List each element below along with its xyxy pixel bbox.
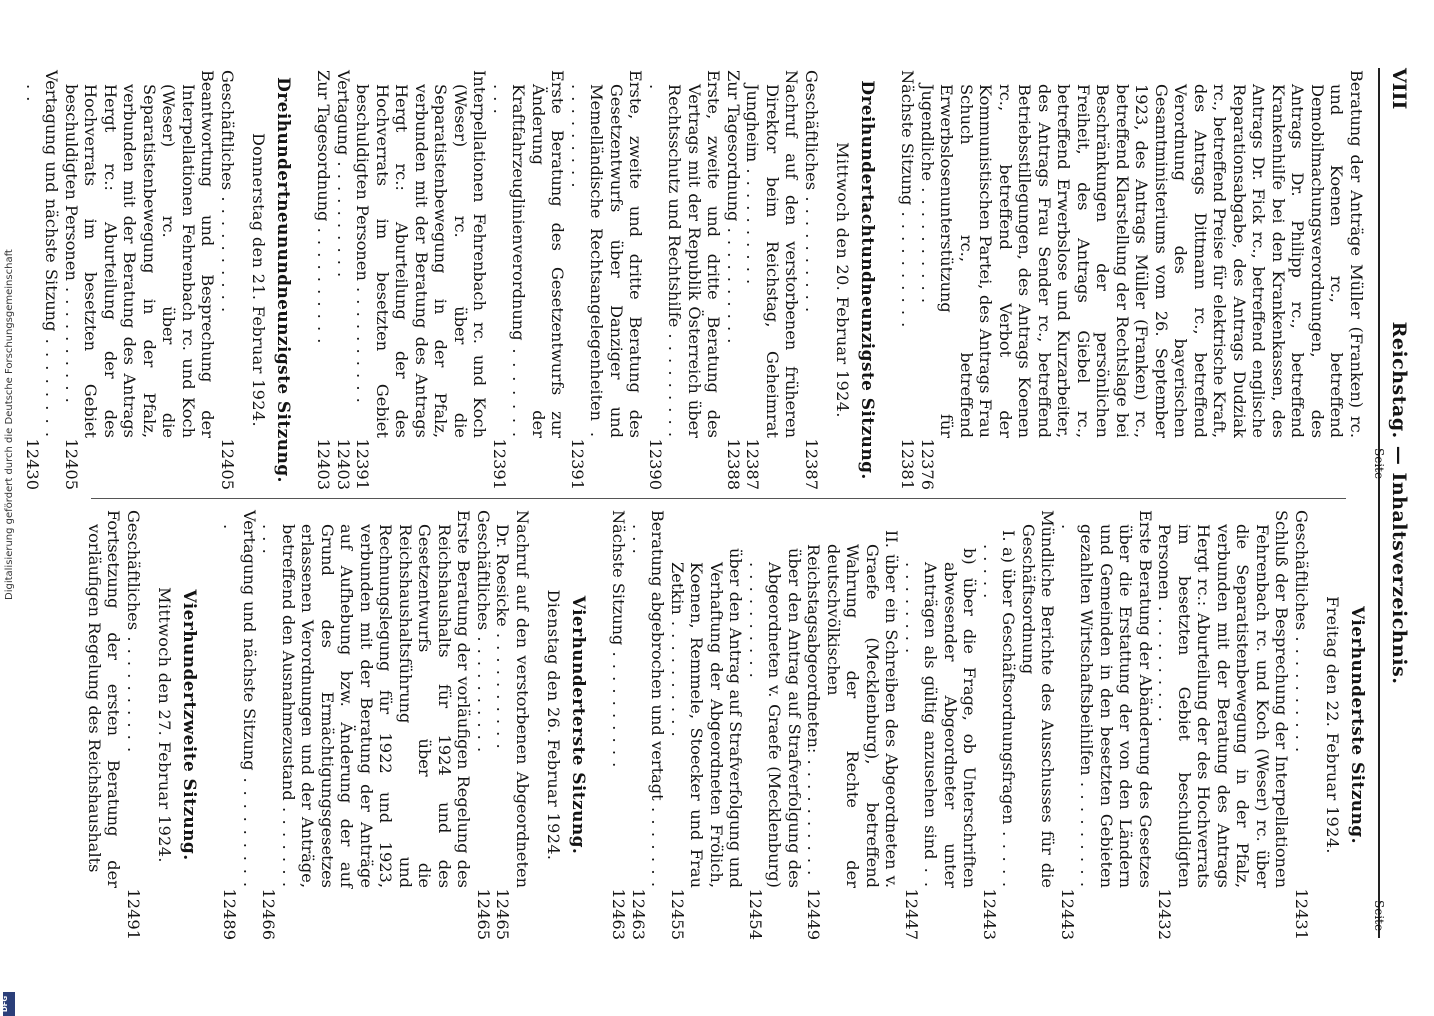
toc-entry-text: Nächste Sitzung . . .	[898, 70, 918, 438]
toc-page-number: 12405	[218, 438, 237, 490]
toc-entry	[490, 70, 568, 490]
section-title: Vierhunderterste Sitzung.	[568, 595, 588, 855]
section-date: Freitag den 22. Februar 1924.	[1323, 596, 1343, 854]
toc-page-number: 12381	[898, 438, 918, 490]
toc-entry	[646, 70, 724, 490]
section-title: Dreihundertneunundneunzigste Sitzung.	[273, 77, 293, 483]
column-label-left: Seite	[1372, 448, 1386, 480]
toc-entry-text: Nachruf auf den verstorbenen früheren Direktor beim Reichstag, Geheimrat Jungheim . . .	[743, 70, 802, 438]
toc-entry	[314, 70, 334, 490]
toc-page-number: 12463	[609, 888, 629, 940]
left-column	[23, 70, 1367, 490]
toc-entry-text: Zur Tagesordnung . . .	[314, 70, 334, 438]
toc-entry-text: Interpellationen Fehrenbach rc. und Koch (Weser) rc. über die Separatistenbewegung in der Pfalz, verbunden mit der Beratung des Antrags Hergt rc.: Aburteilung der des Hochverrats im besetzten Gebiet beschuldigten Personen . . .	[353, 70, 490, 438]
toc-entry	[980, 510, 1019, 940]
toc-entry	[743, 70, 802, 490]
toc-entry-text: b) über die Frage, ob Unterschriften abwesender Abgeordneter unter Anträgen als gültig anzusehen sind . . .	[902, 510, 980, 888]
toc-entry	[23, 70, 62, 490]
page-header	[1378, 68, 1414, 938]
section-date: Mittwoch den 20. Februar 1924.	[833, 142, 853, 418]
section-date: Mittwoch den 27. Februar 1924.	[155, 587, 175, 863]
column-label-right: Seite	[1372, 900, 1386, 932]
toc-page-number: 12431	[1292, 888, 1311, 940]
toc-page-number: 12376	[918, 438, 937, 490]
toc-entry-text: I. a) über Geschäftsordnungsfragen . . .	[980, 510, 1019, 888]
toc-entry-text: Beratung abgebrochen und vertagt . . .	[629, 510, 668, 888]
section-date: Dienstag den 26. Februar 1924.	[544, 589, 564, 861]
toc-entry-text: Erste, zweite und dritte Beratung des Gesetzentwurfs über Danziger und Memelländische Rechtsangelegenheiten . . .	[568, 70, 646, 438]
toc-entry-text: Vertagung und nächste Sitzung . . .	[23, 70, 62, 438]
toc-entry-text: Erste Beratung des Gesetzentwurfs zur Änderung der Kraftfahrzeuglinienverordnung . . .	[490, 70, 568, 438]
toc-entry-text: Geschäftliches . . .	[124, 510, 144, 888]
toc-entry-text: Vertagung . . .	[334, 70, 354, 438]
toc-page-number: 12443	[1058, 888, 1077, 940]
toc-entry	[1019, 510, 1058, 940]
right-column	[85, 510, 1367, 940]
toc-page-number: 12405	[62, 438, 81, 490]
toc-entry	[1058, 510, 1156, 940]
toc-page-number: 12449	[804, 888, 824, 940]
toc-entry-text: über den Antrag auf Strafverfolgung des Abgeordneten v. Graefe (Mecklenburg) . . .	[746, 510, 805, 888]
toc-entry	[724, 70, 744, 490]
toc-page-number: 12447	[902, 888, 921, 940]
toc-entry	[802, 70, 822, 490]
toc-entry	[85, 510, 124, 940]
toc-entry-text: über den Antrag auf Strafverfolgung und Verhaftung der Abgeordneten Frölich, Koenen, Remmele, Stoecker und Frau Zetkin . . .	[668, 510, 746, 888]
toc-entry	[668, 510, 746, 940]
toc-entry	[746, 510, 805, 940]
toc-page-number: 12465	[474, 888, 493, 940]
toc-page-number: 12390	[646, 438, 665, 490]
toc-entry-text: Geschäftliches . . .	[474, 510, 494, 888]
toc-entry	[1155, 510, 1292, 940]
section-title: Vierhundertzweite Sitzung.	[179, 589, 199, 861]
toc-entry	[334, 70, 354, 490]
toc-page-number: 12432	[1155, 888, 1175, 940]
toc-entry-text: Geschäftliches . . .	[218, 70, 238, 438]
dfg-logo: DFG	[3, 992, 15, 1016]
toc-entry	[568, 70, 646, 490]
toc-page-number: 12466	[259, 888, 279, 940]
page-title: Reichstag. — Inhaltsverzeichnis.	[1388, 321, 1410, 685]
toc-entry-text: Nachruf auf den verstorbenen Abgeordneten Dr. Roesicke . . .	[493, 510, 532, 888]
toc-entry-text: Vertagung und nächste Sitzung . . .	[220, 510, 259, 888]
toc-entry	[918, 70, 1367, 490]
toc-entry-text: Beratung der Anträge Müller (Franken) rc. und Koenen rc., betreffend Demobilmachungsverordnungen, des Antrags Dr. Philipp rc., betreffend Krankenhilfe bei den Krankenkassen, des Antrags Dr. Fick rc., betreffend englische Reparationsabgabe, des Antrags Dudziak rc., betreffend Preise für elektrische Kraft, des Antrags Dittmann rc., betreffend Verordnung des bayerischen Gesamtministeriums vom 26. September 1923, des Antrags Müller (Franken) rc., betreffend Klarstellung der Rechtslage bei Beschränkungen der persönlichen Freiheit, des Antrags Giebel rc., betreffend Erwerbslose und Kurzarbeiter, des Antrags Frau Sender rc., betreffend Betriebsstillegungen, des Antrags Koenen rc., betreffend Verbot der Kommunistischen Partei, des Antrags Frau Schuch rc., betreffend Erwerbslosenunterstützung für Jugendliche . . .	[918, 70, 1367, 438]
toc-entry-text: Erste Beratung der Abänderung des Gesetzes über die Erstattung der von den Ländern und Gemeinden in den besetzten Gebieten gezahlten Wirtschaftsbeihilfen . . .	[1058, 510, 1156, 888]
toc-page-number: 12454	[746, 888, 765, 940]
toc-page-number: 12430	[23, 438, 42, 490]
toc-page-number: 12455	[668, 888, 687, 940]
toc-entry	[1292, 510, 1312, 940]
toc-entry-text: Geschäftliches . . .	[802, 70, 822, 438]
toc-page-number: 12489	[220, 888, 240, 940]
toc-entry-text: II. über ein Schreiben des Abgeordneten v. Graefe (Mecklenburg), betreffend Wahrung der Rechte der deutschvölkischen Reichstagsabgeordneten: . . .	[804, 510, 902, 888]
toc-entry-text: Geschäftliches . . .	[1292, 510, 1312, 888]
toc-entry	[493, 510, 532, 940]
toc-entry	[898, 70, 918, 490]
toc-page-number: 12465	[493, 888, 513, 940]
toc-page-number: 12388	[724, 438, 743, 490]
funding-note: Digitalisierung gefördert durch die Deutsche Forschungsgemeinschaft	[4, 249, 15, 600]
toc-entry	[804, 510, 902, 940]
toc-entry	[629, 510, 668, 940]
toc-entry	[220, 510, 259, 940]
toc-page-number: 12463	[629, 888, 648, 940]
toc-entry	[218, 70, 238, 490]
page-number: VIII	[1388, 68, 1410, 110]
column-divider	[91, 498, 1346, 499]
toc-page-number: 12391	[353, 438, 373, 490]
toc-entry	[902, 510, 980, 940]
toc-entry-text: Mündliche Berichte des Ausschusses für die Geschäftsordnung	[1019, 510, 1058, 888]
toc-entry-text: Erste, zweite und dritte Beratung des Vertrags mit der Republik Österreich über Rechtsschutz und Rechtshilfe . . .	[646, 70, 724, 438]
toc-page-number: 12403	[314, 438, 334, 490]
toc-entry-text: Beantwortung und Besprechung der Interpellationen Fehrenbach rc. und Koch (Weser) rc. über die Separatistenbewegung in der Pfalz, verbunden mit der Beratung des Antrags Hergt rc.: Aburteilung der des Hochverrats im besetzten Gebiet beschuldigten Personen . . .	[62, 70, 218, 438]
toc-entry	[124, 510, 144, 940]
section-date: Donnerstag den 21. Februar 1924.	[249, 132, 269, 428]
toc-page-number: 12491	[124, 888, 143, 940]
toc-entry-text: Fortsetzung der ersten Beratung der vorläufigen Regelung des Reichshaushalts	[85, 510, 124, 888]
section-title: Vierhundertste Sitzung.	[1347, 606, 1367, 844]
toc-entry-text: Zur Tagesordnung . . .	[724, 70, 744, 438]
toc-entry-text: Nächste Sitzung . . .	[609, 510, 629, 888]
toc-entry-text: Schluß der Besprechung der Interpellationen Fehrenbach rc. und Koch (Weser) rc. über die Separatistenbewegung in der Pfalz, verbunden mit der Beratung des Antrags Hergt rc.: Aburteilung der des Hochverrats im besetzten Gebiet beschuldigten Personen . . .	[1155, 510, 1292, 888]
toc-entry	[353, 70, 490, 490]
toc-page-number: 12391	[568, 438, 587, 490]
toc-entry	[474, 510, 494, 940]
toc-page-number: 12387	[802, 438, 821, 490]
toc-page-number: 12403	[334, 438, 353, 490]
toc-entry	[609, 510, 629, 940]
section-title: Dreihundertachtundneunzigste Sitzung.	[857, 80, 877, 480]
toc-entry	[259, 510, 474, 940]
toc-page-number: 12391	[490, 438, 509, 490]
toc-entry-text: Erste Beratung der vorläufigen Regelung des Reichshaushalts für 1924 und des Gesetzentwurfs über die Reichshaushaltsführung und Rechnungslegung für 1922 und 1923, verbunden mit der Beratung der Anträge auf Aufhebung bzw. Änderung der auf Grund des Ermächtigungsgesetzes erlassenen Verordnungen und der Anträge, betreffend den Ausnahmezustand . . .	[259, 510, 474, 888]
toc-page-number: 12443	[980, 888, 999, 940]
toc-entry	[62, 70, 218, 490]
toc-page-number: 12387	[743, 438, 763, 490]
